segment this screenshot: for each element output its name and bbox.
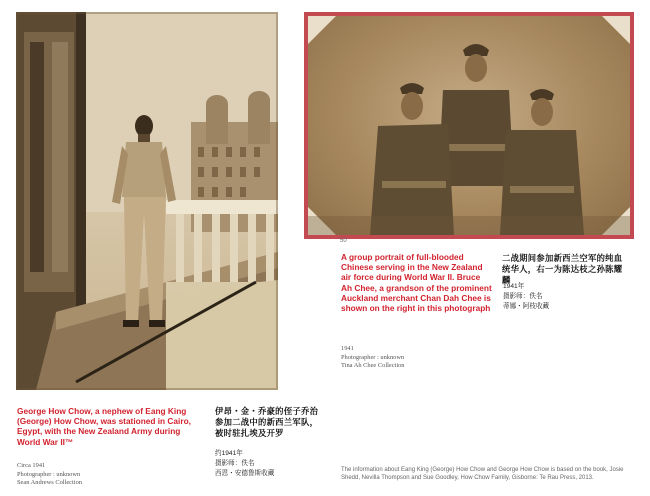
page-number: 50: [340, 238, 347, 244]
right-date-zh: 1941年: [503, 283, 525, 290]
left-photo-credits-zh: [215, 449, 274, 479]
right-collection-en: Tina Ah Chee Collection: [341, 362, 405, 370]
right-date-en: 1941: [341, 345, 354, 352]
right-photo-credits-zh: [503, 282, 549, 312]
left-photographer-en: Photographer : unknown: [17, 470, 81, 478]
right-caption-en: A group portrait of full-blooded Chinese serving in the New Zealand air force during World War II. Bruce Ah Chee, a grandson of the prominent Auckland merchant Chan Dah Chee is shown on the right in this photograph: [341, 252, 492, 314]
left-collection-en: Sean Andrews Collection: [17, 479, 82, 487]
left-date-en: Circa 1941: [17, 462, 46, 469]
right-photographer-zh: 摄影师：佚名: [503, 293, 543, 300]
source-footnote: The information about Eang King (George) How Chow and George How Chow is based on the book, Josie Shedd, Nevilla Thompson and Sue Goodley, How Chow Family, Gisborne: Te Rau Press, 2013.: [341, 467, 624, 481]
left-date-zh: 约1941年: [215, 450, 243, 457]
right-photo-credits: [341, 345, 405, 371]
right-caption-zh: 二战期间参加新西兰空军的纯血统华人，右一为陈达枝之孙陈耀麟: [502, 253, 623, 285]
left-caption-en: George How Chow, a nephew of Eang King (George) How Chow, was stationed in Cairo, Egypt, with the New Zealand Army during World War II™: [17, 406, 191, 447]
group-portrait-photo: [308, 16, 630, 235]
right-collection-zh: 蒂娜・阿枝收藏: [503, 303, 550, 310]
left-photographer-zh: 摄影师：佚名: [215, 460, 255, 467]
left-caption-zh: 伊昂・金・乔豪的侄子乔治参加二战中的新西兰军队，被时驻扎埃及开罗: [215, 406, 319, 438]
left-photo-credits: [17, 462, 82, 488]
soldier-balcony-photo: [16, 12, 278, 390]
group-portrait-frame: [304, 12, 634, 239]
left-collection-zh: 西恩・安德鲁斯收藏: [215, 470, 275, 477]
right-photographer-en: Photographer : unknown: [341, 353, 405, 361]
